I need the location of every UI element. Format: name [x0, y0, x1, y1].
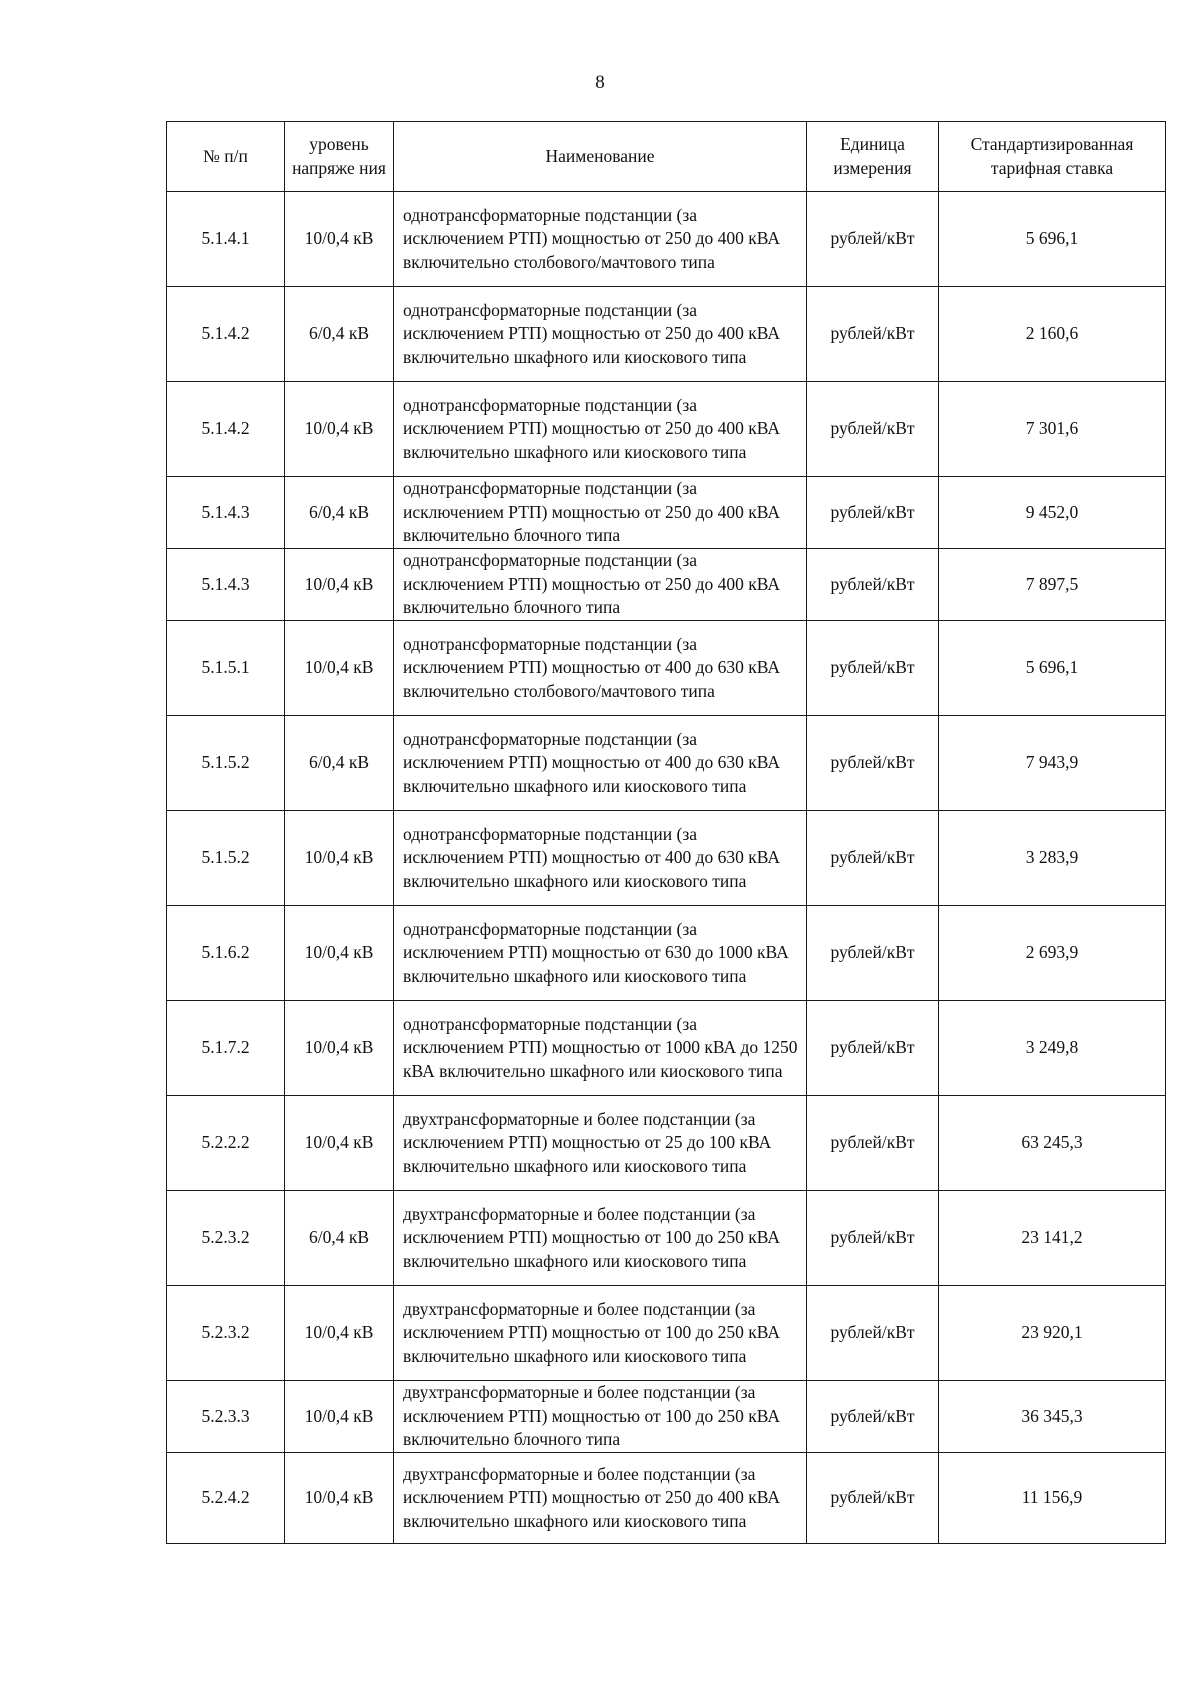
cell-name: однотрансформаторные подстанции (за исключением РТП) мощностью от 250 до 400 кВА включительно шкафного или киоскового типа	[394, 382, 807, 477]
cell-rate: 63 245,3	[939, 1096, 1166, 1191]
cell-num: 5.2.3.3	[167, 1381, 285, 1453]
cell-num: 5.1.4.3	[167, 477, 285, 549]
table-row	[167, 1191, 1166, 1286]
cell-name: однотрансформаторные подстанции (за исключением РТП) мощностью от 250 до 400 кВА включительно блочного типа	[394, 549, 807, 621]
cell-name: двухтрансформаторные и более подстанции (за исключением РТП) мощностью от 100 до 250 кВА включительно шкафного или киоскового типа	[394, 1191, 807, 1286]
cell-unit: рублей/кВт	[807, 192, 939, 287]
cell-voltage: 10/0,4 кВ	[285, 1096, 394, 1191]
header-name: Наименование	[394, 122, 807, 192]
table-row	[167, 1286, 1166, 1381]
cell-num: 5.1.4.1	[167, 192, 285, 287]
cell-unit: рублей/кВт	[807, 382, 939, 477]
cell-unit: рублей/кВт	[807, 811, 939, 906]
cell-num: 5.2.3.2	[167, 1191, 285, 1286]
cell-voltage: 10/0,4 кВ	[285, 906, 394, 1001]
cell-voltage: 10/0,4 кВ	[285, 192, 394, 287]
cell-voltage: 10/0,4 кВ	[285, 621, 394, 716]
cell-num: 5.1.4.2	[167, 382, 285, 477]
header-num: № п/п	[167, 122, 285, 192]
page-number: 8	[595, 72, 605, 93]
cell-name: однотрансформаторные подстанции (за исключением РТП) мощностью от 1000 кВА до 1250 кВА включительно шкафного или киоскового типа	[394, 1001, 807, 1096]
cell-unit: рублей/кВт	[807, 1001, 939, 1096]
cell-name: двухтрансформаторные и более подстанции (за исключением РТП) мощностью от 100 до 250 кВА включительно шкафного или киоскового типа	[394, 1286, 807, 1381]
cell-num: 5.1.5.2	[167, 811, 285, 906]
cell-name: однотрансформаторные подстанции (за исключением РТП) мощностью от 250 до 400 кВА включительно блочного типа	[394, 477, 807, 549]
cell-rate: 9 452,0	[939, 477, 1166, 549]
cell-num: 5.1.7.2	[167, 1001, 285, 1096]
table-row	[167, 1001, 1166, 1096]
table-row	[167, 192, 1166, 287]
table-row	[167, 382, 1166, 477]
header-rate: Стандартизированная тарифная ставка	[939, 122, 1166, 192]
table-row	[167, 549, 1166, 621]
cell-unit: рублей/кВт	[807, 716, 939, 811]
cell-rate: 5 696,1	[939, 621, 1166, 716]
cell-name: однотрансформаторные подстанции (за исключением РТП) мощностью от 400 до 630 кВА включительно шкафного или киоскового типа	[394, 811, 807, 906]
cell-voltage: 10/0,4 кВ	[285, 1001, 394, 1096]
cell-name: двухтрансформаторные и более подстанции (за исключением РТП) мощностью от 100 до 250 кВА включительно блочного типа	[394, 1381, 807, 1453]
cell-name: двухтрансформаторные и более подстанции (за исключением РТП) мощностью от 25 до 100 кВА включительно шкафного или киоскового типа	[394, 1096, 807, 1191]
cell-num: 5.1.6.2	[167, 906, 285, 1001]
cell-rate: 36 345,3	[939, 1381, 1166, 1453]
table-body	[167, 192, 1166, 1544]
table-row	[167, 906, 1166, 1001]
table-row	[167, 1381, 1166, 1453]
table-row	[167, 1453, 1166, 1544]
cell-rate: 11 156,9	[939, 1453, 1166, 1544]
cell-num: 5.1.5.2	[167, 716, 285, 811]
cell-num: 5.2.3.2	[167, 1286, 285, 1381]
cell-name: двухтрансформаторные и более подстанции (за исключением РТП) мощностью от 250 до 400 кВА включительно шкафного или киоскового типа	[394, 1453, 807, 1544]
cell-name: однотрансформаторные подстанции (за исключением РТП) мощностью от 400 до 630 кВА включительно столбового/мачтового типа	[394, 621, 807, 716]
cell-unit: рублей/кВт	[807, 621, 939, 716]
cell-voltage: 6/0,4 кВ	[285, 1191, 394, 1286]
cell-num: 5.2.2.2	[167, 1096, 285, 1191]
cell-voltage: 6/0,4 кВ	[285, 287, 394, 382]
cell-name: однотрансформаторные подстанции (за исключением РТП) мощностью от 250 до 400 кВА включительно столбового/мачтового типа	[394, 192, 807, 287]
cell-voltage: 10/0,4 кВ	[285, 1286, 394, 1381]
header-unit: Единица измерения	[807, 122, 939, 192]
cell-rate: 5 696,1	[939, 192, 1166, 287]
cell-name: однотрансформаторные подстанции (за исключением РТП) мощностью от 630 до 1000 кВА включительно шкафного или киоскового типа	[394, 906, 807, 1001]
cell-rate: 2 693,9	[939, 906, 1166, 1001]
cell-unit: рублей/кВт	[807, 549, 939, 621]
cell-unit: рублей/кВт	[807, 1096, 939, 1191]
cell-voltage: 10/0,4 кВ	[285, 1381, 394, 1453]
cell-rate: 3 249,8	[939, 1001, 1166, 1096]
table-row	[167, 716, 1166, 811]
cell-voltage: 10/0,4 кВ	[285, 1453, 394, 1544]
header-voltage: уровень напряже ния	[285, 122, 394, 192]
cell-unit: рублей/кВт	[807, 1191, 939, 1286]
cell-unit: рублей/кВт	[807, 906, 939, 1001]
table-row	[167, 811, 1166, 906]
cell-num: 5.2.4.2	[167, 1453, 285, 1544]
cell-rate: 7 301,6	[939, 382, 1166, 477]
cell-voltage: 6/0,4 кВ	[285, 477, 394, 549]
cell-unit: рублей/кВт	[807, 477, 939, 549]
cell-voltage: 6/0,4 кВ	[285, 716, 394, 811]
table-row	[167, 621, 1166, 716]
cell-unit: рублей/кВт	[807, 1381, 939, 1453]
cell-rate: 2 160,6	[939, 287, 1166, 382]
cell-rate: 23 141,2	[939, 1191, 1166, 1286]
cell-voltage: 10/0,4 кВ	[285, 549, 394, 621]
cell-num: 5.1.5.1	[167, 621, 285, 716]
cell-num: 5.1.4.2	[167, 287, 285, 382]
cell-name: однотрансформаторные подстанции (за исключением РТП) мощностью от 400 до 630 кВА включительно шкафного или киоскового типа	[394, 716, 807, 811]
cell-rate: 3 283,9	[939, 811, 1166, 906]
table-header-row	[167, 122, 1166, 192]
table-row	[167, 1096, 1166, 1191]
cell-unit: рублей/кВт	[807, 287, 939, 382]
cell-unit: рублей/кВт	[807, 1453, 939, 1544]
cell-rate: 7 943,9	[939, 716, 1166, 811]
cell-voltage: 10/0,4 кВ	[285, 382, 394, 477]
cell-name: однотрансформаторные подстанции (за исключением РТП) мощностью от 250 до 400 кВА включительно шкафного или киоскового типа	[394, 287, 807, 382]
cell-rate: 23 920,1	[939, 1286, 1166, 1381]
tariff-table	[166, 121, 1166, 1544]
table-row	[167, 477, 1166, 549]
cell-voltage: 10/0,4 кВ	[285, 811, 394, 906]
table-row	[167, 287, 1166, 382]
cell-num: 5.1.4.3	[167, 549, 285, 621]
cell-unit: рублей/кВт	[807, 1286, 939, 1381]
cell-rate: 7 897,5	[939, 549, 1166, 621]
